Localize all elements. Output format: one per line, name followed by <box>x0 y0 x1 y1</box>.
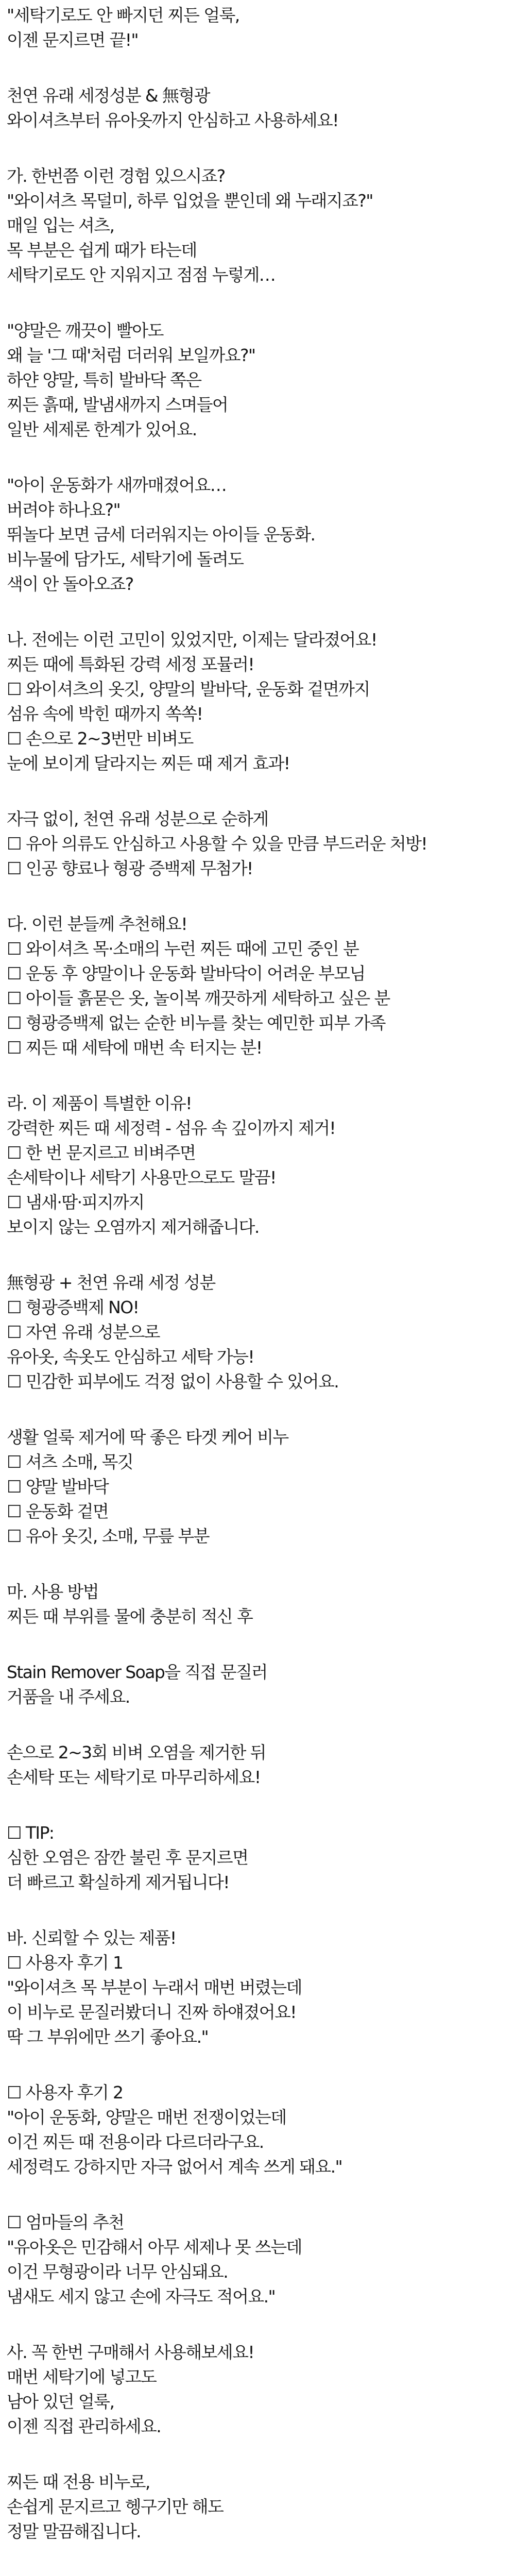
quote-line: "아이 운동화가 새까매졌어요… <box>7 475 227 495</box>
checkbox-item: ☐ 찌든 때 세탁에 매번 속 터지는 분! <box>7 1038 262 1058</box>
checkbox-item: ☐ 양말 발바닥 <box>7 1477 109 1497</box>
paragraph-gap <box>7 1549 509 1580</box>
paragraph-gap <box>7 1629 509 1660</box>
text-line: 눈에 보이게 달라지는 찌든 때 제거 효과! <box>7 753 290 773</box>
text-line: 목 부분은 쉽게 때가 타는데 <box>7 240 197 260</box>
checkbox-item: ☐ 아이들 흙묻은 옷, 놀이복 깨끗하게 세탁하고 싶은 분 <box>7 988 390 1008</box>
target-care-block <box>7 1425 509 1549</box>
headline-line: 이젠 문지르면 끝!" <box>7 30 138 50</box>
checkbox-item: ☐ 한 번 문지르고 비벼주면 <box>7 1143 196 1163</box>
text-line: 손쉽게 문지르고 헹구기만 해도 <box>7 2497 224 2517</box>
quote-line: "와이셔츠 목덜미, 하루 입었을 뿐인데 왜 누래지죠?" <box>7 191 373 211</box>
checkbox-item: ☐ 형광증백제 없는 순한 비누를 찾는 예민한 피부 가족 <box>7 1013 385 1033</box>
headline-line: "세탁기로도 안 빠지던 찌든 얼룩, <box>7 5 239 25</box>
quote-line: 버려야 하나요?" <box>7 500 121 520</box>
text-line: 거품을 내 주세요. <box>7 1687 130 1707</box>
text-line: 하얀 양말, 특히 발바닥 쪽은 <box>7 370 201 390</box>
text-line: 와이셔츠부터 유아옷까지 안심하고 사용하세요! <box>7 110 338 130</box>
paragraph-gap <box>7 1060 509 1091</box>
paragraph-gap <box>7 53 509 83</box>
section-heading: 나. 전에는 이런 고민이 있었지만, 이제는 달라졌어요! <box>7 630 377 650</box>
paragraph-gap <box>7 597 509 628</box>
paragraph-gap <box>7 881 509 912</box>
section-heading: 가. 한번쯤 이런 경험 있으시죠? <box>7 166 225 186</box>
section-na-block <box>7 628 509 776</box>
text-line: 색이 안 돌아오죠? <box>7 574 133 594</box>
tip-block <box>7 1821 509 1895</box>
quote-line: "양말은 깨끗이 빨아도 <box>7 320 163 341</box>
text-line: 손으로 2~3회 비벼 오염을 제거한 뒤 <box>7 1742 266 1762</box>
quote-line: "와이셔츠 목 부분이 누래서 매번 버렸는데 <box>7 1977 302 1997</box>
section-da-block <box>7 912 509 1060</box>
checkbox-item: ☐ 운동화 겉면 <box>7 1501 109 1521</box>
quote-line: 냄새도 세지 않고 손에 자극도 적어요." <box>7 2286 276 2307</box>
usage-step-block <box>7 1660 509 1709</box>
paragraph-gap <box>7 1240 509 1270</box>
text-line: 찌든 때에 특화된 강력 세정 포뮬러! <box>7 654 254 674</box>
checkbox-item: ☐ 유아 의류도 안심하고 사용할 수 있을 만큼 부드러운 처방! <box>7 834 427 854</box>
section-ra-block <box>7 1091 509 1240</box>
text-line: 섬유 속에 박힌 때까지 쏙쏙! <box>7 704 203 724</box>
section-heading: 마. 사용 방법 <box>7 1582 99 1602</box>
quote-line: 이 비누로 문질러봤더니 진짜 하얘졌어요! <box>7 2002 296 2022</box>
review-2-block <box>7 2080 509 2179</box>
checkbox-item: ☐ 민감한 피부에도 걱정 없이 사용할 수 있어요. <box>7 1371 339 1392</box>
text-line: 세탁기로도 안 지워지고 점점 누렇게… <box>7 265 276 285</box>
checkbox-item: ☐ 인공 향료나 형광 증백제 무첨가! <box>7 858 253 878</box>
text-line: 찌든 때 부위를 물에 충분히 적신 후 <box>7 1606 253 1626</box>
text-line: 정말 말끔해집니다. <box>7 2521 141 2541</box>
checkbox-item: ☐ 운동 후 양말이나 운동화 발바닥이 어려운 부모님 <box>7 963 365 984</box>
checkbox-item: ☐ 사용자 후기 2 <box>7 2082 123 2103</box>
paragraph-gap <box>7 1394 509 1425</box>
paragraph-gap <box>7 776 509 807</box>
text-line: 매번 세탁기에 넣고도 <box>7 2367 157 2387</box>
text-line: 無형광 + 천연 유래 세정 성분 <box>7 1273 215 1293</box>
section-ba-block <box>7 1926 509 2049</box>
section-ga-block <box>7 164 509 287</box>
checkbox-item: ☐ 냄새·땀·피지까지 <box>7 1192 144 1212</box>
text-line: 일반 세제론 한계가 있어요. <box>7 419 197 439</box>
section-ma-block <box>7 1580 509 1629</box>
sneakers-block <box>7 473 509 597</box>
socks-block <box>7 318 509 442</box>
section-heading: 바. 신뢰할 수 있는 제품! <box>7 1928 176 1948</box>
section-sa-block <box>7 2340 509 2439</box>
checkbox-item: ☐ 유아 옷깃, 소매, 무릎 부분 <box>7 1526 209 1546</box>
section-heading: 다. 이런 분들께 추천해요! <box>7 914 187 934</box>
paragraph-gap <box>7 2179 509 2210</box>
section-heading: 라. 이 제품이 특별한 이유! <box>7 1093 192 1113</box>
moms-recommendation-block <box>7 2210 509 2309</box>
text-line: 생활 얼룩 제거에 딱 좋은 타겟 케어 비누 <box>7 1427 288 1447</box>
checkbox-item: ☐ 형광증백제 NO! <box>7 1297 139 1317</box>
checkbox-item: ☐ 손으로 2~3번만 비벼도 <box>7 728 193 749</box>
text-line: 비누물에 담가도, 세탁기에 돌려도 <box>7 549 244 569</box>
text-line: 손세탁 또는 세탁기로 마무리하세요! <box>7 1767 261 1787</box>
quote-line: "아이 운동화, 양말은 매번 전쟁이었는데 <box>7 2107 286 2127</box>
quote-line: 이건 무형광이라 너무 안심돼요. <box>7 2262 228 2282</box>
gentle-block <box>7 807 509 881</box>
section-heading: 사. 꼭 한번 구매해서 사용해보세요! <box>7 2342 254 2362</box>
text-line: 자극 없이, 천연 유래 성분으로 순하게 <box>7 809 268 829</box>
usage-step-block <box>7 1740 509 1790</box>
closing-block <box>7 2470 509 2544</box>
paragraph-gap <box>7 287 509 318</box>
checkbox-item: ☐ TIP: <box>7 1823 54 1843</box>
text-line: 매일 입는 셔츠, <box>7 215 114 235</box>
checkbox-item: ☐ 셔츠 소매, 목깃 <box>7 1452 133 1472</box>
text-line: 강력한 찌든 때 세정력 - 섬유 속 깊이까지 제거! <box>7 1118 336 1138</box>
quote-line: 딱 그 부위에만 쓰기 좋아요." <box>7 2027 209 2047</box>
article-body <box>7 3 509 2576</box>
quote-line: 세정력도 강하지만 자극 없어서 계속 쓰게 돼요." <box>7 2157 342 2177</box>
paragraph-gap <box>7 133 509 164</box>
paragraph-gap <box>7 2544 509 2575</box>
headline-block <box>7 3 509 53</box>
checkbox-item: ☐ 엄마들의 추천 <box>7 2212 124 2232</box>
text-line: 이젠 직접 관리하세요. <box>7 2416 161 2436</box>
text-line: 남아 있던 얼룩, <box>7 2392 114 2412</box>
paragraph-gap <box>7 2309 509 2340</box>
text-line: 심한 오염은 잠깐 불린 후 문지르면 <box>7 1848 248 1868</box>
text-line: 천연 유래 세정성분 & 無형광 <box>7 86 210 106</box>
checkbox-item: ☐ 사용자 후기 1 <box>7 1953 123 1973</box>
quote-line: 이건 찌든 때 전용이라 다르더라구요. <box>7 2132 264 2152</box>
checkbox-item: ☐ 와이셔츠의 옷깃, 양말의 발바닥, 운동화 겉면까지 <box>7 679 370 699</box>
quote-line: 왜 늘 '그 때'처럼 더러워 보일까요?" <box>7 345 255 365</box>
no-fluorescent-block <box>7 1270 509 1394</box>
paragraph-gap <box>7 1709 509 1740</box>
text-line: 찌든 때 전용 비누로, <box>7 2472 150 2492</box>
text-line: Stain Remover Soap을 직접 문질러 <box>7 1662 267 1682</box>
text-line: 손세탁이나 세탁기 사용만으로도 말끔! <box>7 1167 276 1188</box>
paragraph-gap <box>7 1790 509 1821</box>
paragraph-gap <box>7 442 509 473</box>
text-line: 뛰놀다 보면 금세 더러워지는 아이들 운동화. <box>7 524 315 545</box>
paragraph-gap <box>7 1895 509 1926</box>
text-line: 유아옷, 속옷도 안심하고 세탁 가능! <box>7 1347 254 1367</box>
text-line: 더 빠르고 확실하게 제거됩니다! <box>7 1872 229 1892</box>
paragraph-gap <box>7 2439 509 2470</box>
checkbox-item: ☐ 와이셔츠 목·소매의 누런 찌든 때에 고민 중인 분 <box>7 939 359 959</box>
paragraph-gap <box>7 2049 509 2080</box>
checkbox-item: ☐ 자연 유래 성분으로 <box>7 1322 160 1342</box>
text-line: 보이지 않는 오염까지 제거해줍니다. <box>7 1217 259 1237</box>
quote-line: "유아옷은 민감해서 아무 세제나 못 쓰는데 <box>7 2237 302 2257</box>
text-line: 찌든 흙때, 발냄새까지 스며들어 <box>7 395 228 415</box>
intro-block <box>7 83 509 133</box>
